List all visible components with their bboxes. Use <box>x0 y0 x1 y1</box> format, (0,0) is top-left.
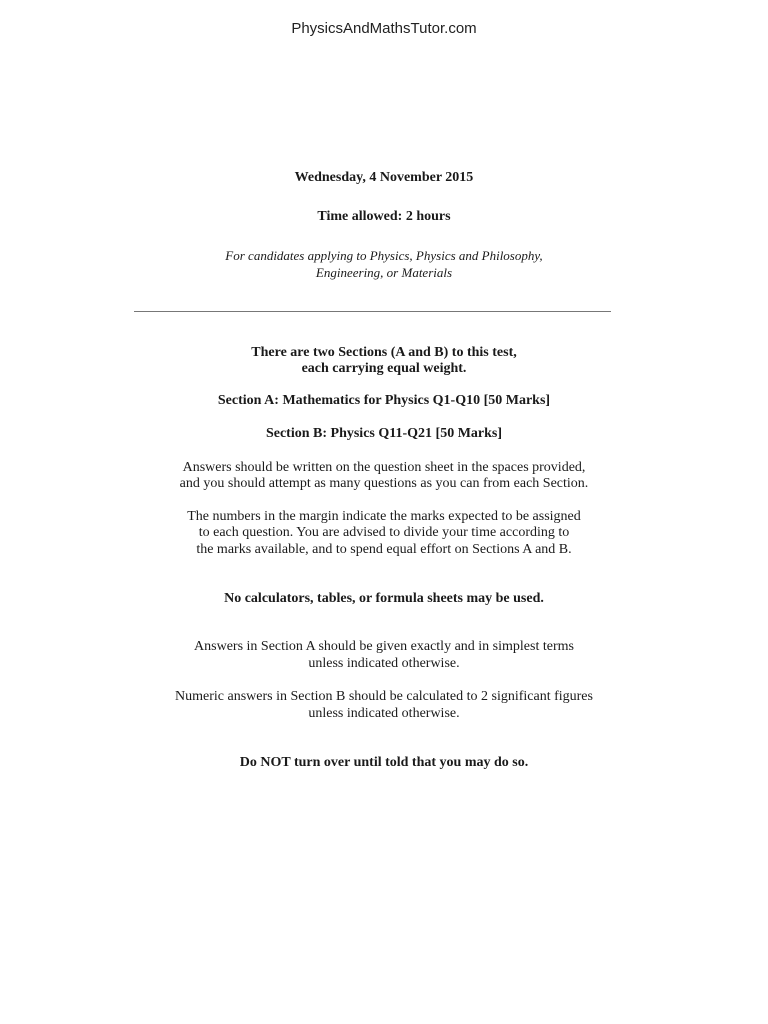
margin-line-2: to each question. You are advised to divide your time according to <box>198 525 570 540</box>
answers-line-1: Answers should be written on the question sheet in the spaces provided, <box>182 460 586 475</box>
do-not-turn-notice: Do NOT turn over until told that you may do so. <box>239 755 529 770</box>
divider-rule <box>134 311 611 312</box>
section-b-answers-line-1: Numeric answers in Section B should be calculated to 2 significant figures <box>175 689 593 704</box>
margin-line-3: the marks available, and to spend equal effort on Sections A and B. <box>196 542 572 557</box>
site-header: PhysicsAndMathsTutor.com <box>291 20 477 37</box>
time-allowed: Time allowed: 2 hours <box>317 209 451 224</box>
section-a-answers-line-1: Answers in Section A should be given exactly and in simplest terms <box>194 639 574 654</box>
candidates-line-2: Engineering, or Materials <box>315 265 453 280</box>
section-a-heading: Section A: Mathematics for Physics Q1-Q10 [50 Marks] <box>217 393 551 408</box>
section-b-heading: Section B: Physics Q11-Q21 [50 Marks] <box>265 426 503 441</box>
candidates-line-1: For candidates applying to Physics, Physics and Philosophy, <box>225 248 543 263</box>
section-b-answers-line-2: unless indicated otherwise. <box>308 706 460 721</box>
exam-date: Wednesday, 4 November 2015 <box>294 170 474 185</box>
sections-line-2: each carrying equal weight. <box>301 361 467 376</box>
no-calculators-notice: No calculators, tables, or formula sheets may be used. <box>224 591 544 606</box>
sections-line-1: There are two Sections (A and B) to this test, <box>251 345 517 360</box>
margin-line-1: The numbers in the margin indicate the marks expected to be assigned <box>187 509 581 524</box>
section-a-answers-line-2: unless indicated otherwise. <box>308 656 460 671</box>
answers-line-2: and you should attempt as many questions as you can from each Section. <box>179 476 589 491</box>
